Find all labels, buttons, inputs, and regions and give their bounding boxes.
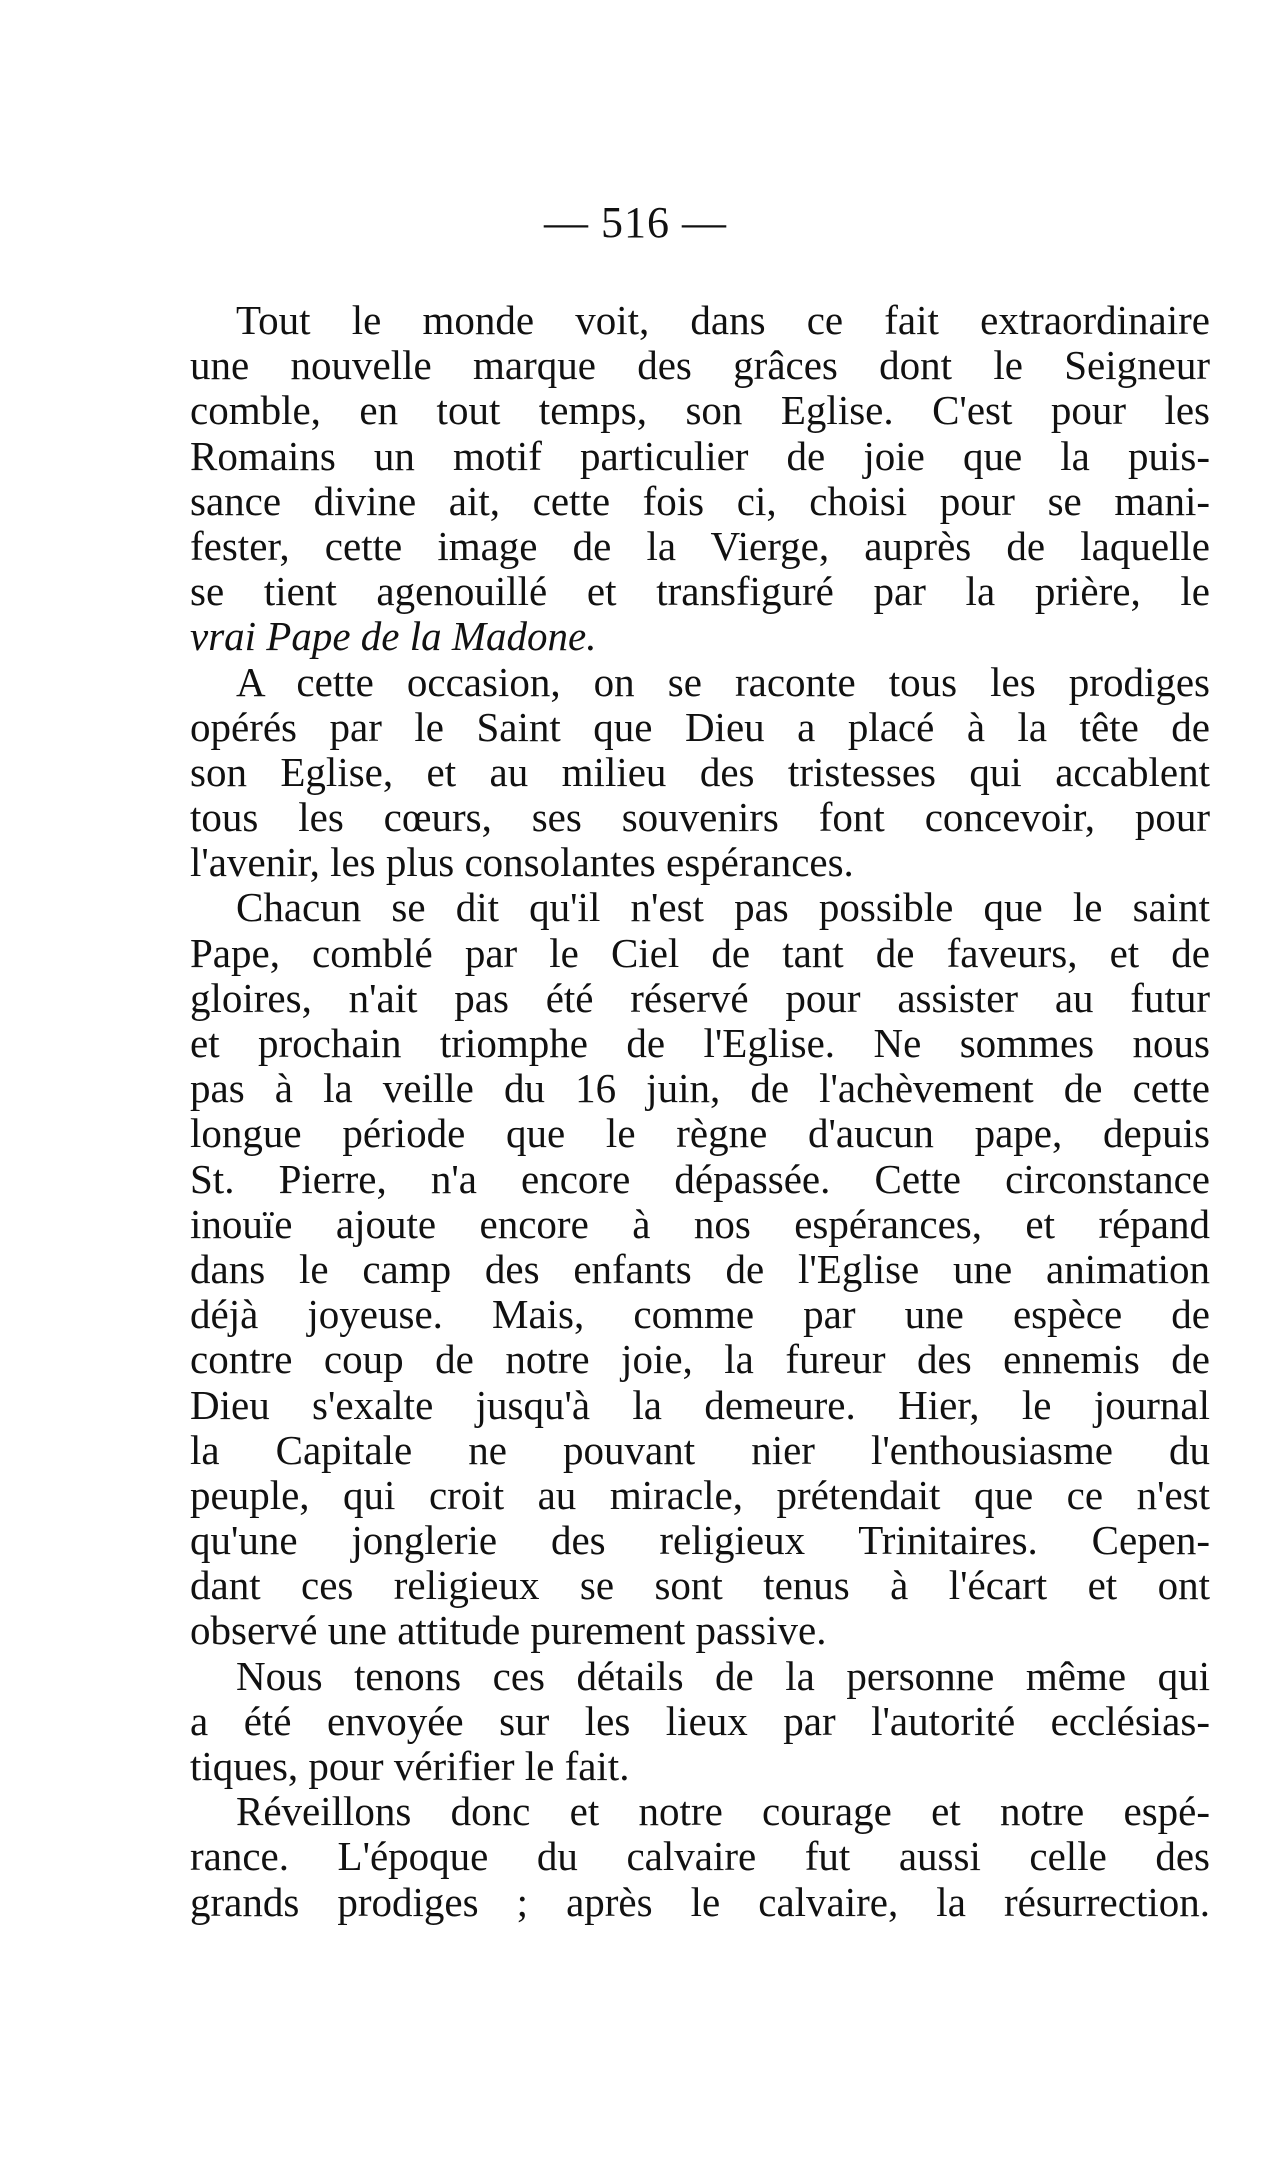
text-line: Pape, comblé par le Ciel de tant de faveurs, et de: [190, 930, 1210, 976]
text-line: Nous tenons ces détails de la personne même qui: [236, 1653, 1210, 1699]
paragraph: [190, 660, 1210, 886]
text-line: observé une attitude purement passive.: [190, 1608, 827, 1654]
text-line: Chacun se dit qu'il n'est pas possible que le saint: [236, 885, 1210, 931]
text-line: Tout le monde voit, dans ce fait extraordinaire: [236, 298, 1210, 343]
text-line: tiques, pour vérifier le fait.: [190, 1744, 630, 1789]
text-line: qu'une jonglerie des religieux Trinitaires. Cepen-: [190, 1518, 1210, 1564]
text-line: la Capitale ne pouvant nier l'enthousiasme du: [190, 1427, 1210, 1473]
text-line: contre coup de notre joie, la fureur des ennemis de: [190, 1337, 1210, 1383]
text-line: l'avenir, les plus consolantes espérances.: [190, 840, 854, 886]
text-line: une nouvelle marque des grâces dont le Seigneur: [190, 343, 1210, 389]
text-line: Réveillons donc et notre courage et notre espé-: [236, 1789, 1210, 1835]
paragraph: [190, 1654, 1210, 1790]
paragraph: [190, 298, 1210, 660]
paragraph: [190, 885, 1210, 1653]
body-text: [190, 298, 1210, 1925]
text-line: tous les cœurs, ses souvenirs font concevoir, pour: [190, 795, 1210, 841]
text-line: son Eglise, et au milieu des tristesses qui accablent: [190, 749, 1210, 795]
text-line: gloires, n'ait pas été réservé pour assister au futur: [190, 975, 1210, 1021]
text-line: grands prodiges ; après le calvaire, la résurrection.: [190, 1879, 1210, 1925]
text-line: opérés par le Saint que Dieu a placé à la tête de: [190, 704, 1210, 750]
text-line: vrai Pape de la Madone.: [190, 614, 597, 660]
text-line: peuple, qui croit au miracle, prétendait que ce n'est: [190, 1472, 1210, 1518]
text-line: pas à la veille du 16 juin, de l'achèvement de cette: [190, 1066, 1210, 1112]
text-line: sance divine ait, cette fois ci, choisi pour se mani-: [190, 478, 1210, 524]
text-line: A cette occasion, on se raconte tous les prodiges: [236, 659, 1210, 705]
text-line: longue période que le règne d'aucun pape, depuis: [190, 1111, 1210, 1157]
text-line: rance. L'époque du calvaire fut aussi celle des: [190, 1834, 1210, 1880]
text-line: et prochain triomphe de l'Eglise. Ne sommes nous: [190, 1021, 1210, 1066]
text-line: fester, cette image de la Vierge, auprès de laquelle: [190, 523, 1210, 569]
page-number: — 516 —: [544, 198, 727, 247]
text-line: comble, en tout temps, son Eglise. C'est pour les: [190, 388, 1210, 434]
text-line: inouïe ajoute encore à nos espérances, et répand: [190, 1201, 1210, 1247]
text-line: dans le camp des enfants de l'Eglise une animation: [190, 1246, 1210, 1292]
text-line: Dieu s'exalte jusqu'à la demeure. Hier, le journal: [190, 1382, 1210, 1428]
text-line: a été envoyée sur les lieux par l'autorité ecclésias-: [190, 1698, 1210, 1744]
text-line: St. Pierre, n'a encore dépassée. Cette circonstance: [190, 1156, 1210, 1202]
paragraph: [190, 1789, 1210, 1925]
text-line: déjà joyeuse. Mais, comme par une espèce de: [190, 1292, 1210, 1338]
text-line: dant ces religieux se sont tenus à l'écart et ont: [190, 1563, 1210, 1609]
text-line: Romains un motif particulier de joie que la puis-: [190, 433, 1210, 479]
text-line: se tient agenouillé et transfiguré par la prière, le: [190, 569, 1210, 615]
